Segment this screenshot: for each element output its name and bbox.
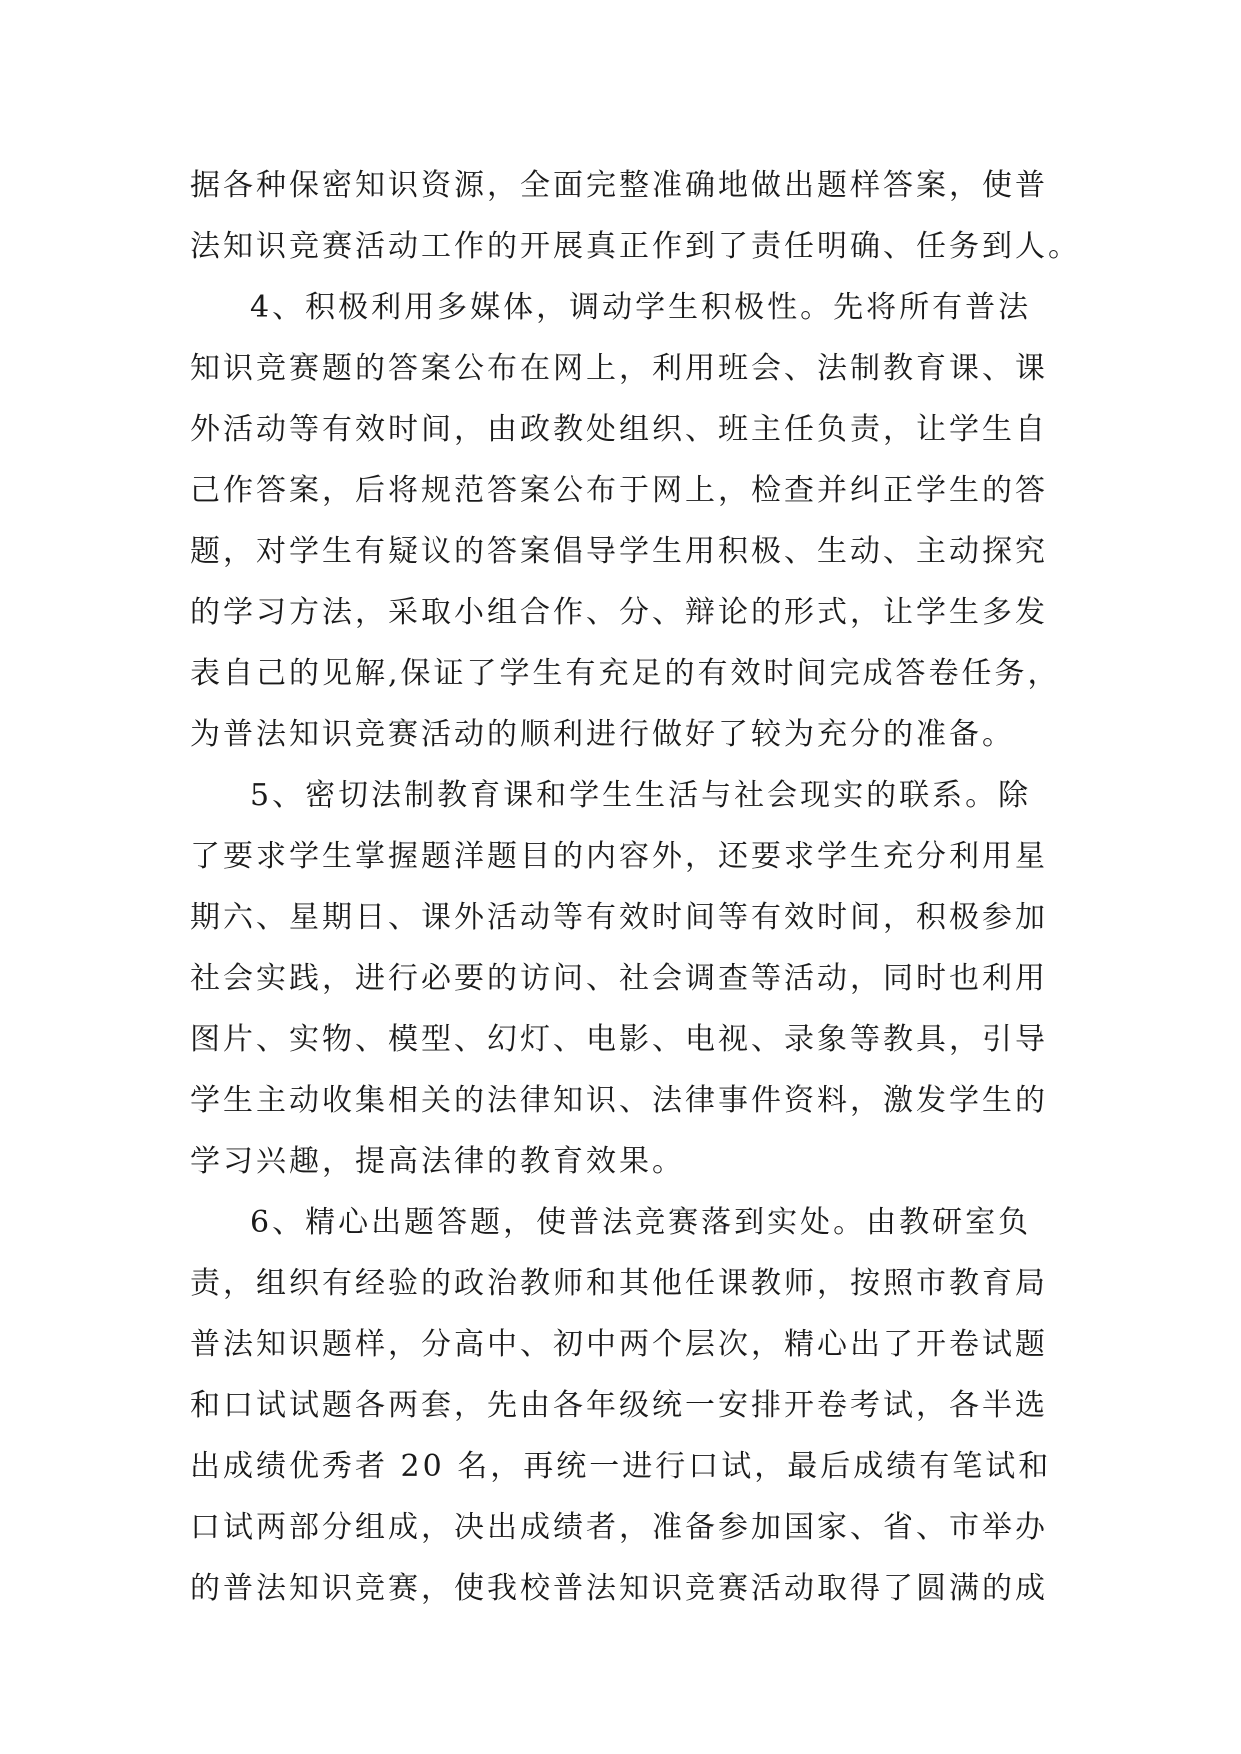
- text-line: 出成绩优秀者 20 名，再统一进行口试，最后成绩有笔试和: [190, 1449, 1052, 1484]
- text-line: 表自己的见解,保证了学生有充足的有效时间完成答卷任务，: [190, 656, 1061, 691]
- text-line: 为普法知识竞赛活动的顺利进行做好了较为充分的准备。: [190, 717, 1015, 752]
- text-line: 外活动等有效时间，由政教处组织、班主任负责，让学生自: [190, 412, 1048, 447]
- text-line: 法知识竞赛活动工作的开展真正作到了责任明确、任务到人。: [190, 229, 1081, 264]
- paragraph-first-line: 5、密切法制教育课和学生生活与社会现实的联系。除: [250, 778, 1032, 813]
- text-line: 了要求学生掌握题洋题目的内容外，还要求学生充分利用星: [190, 839, 1048, 874]
- text-line: 据各种保密知识资源，全面完整准确地做出题样答案，使普: [190, 168, 1048, 203]
- text-line: 学习兴趣，提高法律的教育效果。: [190, 1144, 685, 1179]
- text-line: 的学习方法，采取小组合作、分、辩论的形式，让学生多发: [190, 595, 1048, 630]
- text-line: 普法知识题样，分高中、初中两个层次，精心出了开卷试题: [190, 1327, 1048, 1362]
- text-line: 知识竞赛题的答案公布在网上，利用班会、法制教育课、课: [190, 351, 1048, 386]
- text-line: 题，对学生有疑议的答案倡导学生用积极、生动、主动探究: [190, 534, 1048, 569]
- body-text: [190, 155, 1081, 1619]
- paragraph-first-line: 6、精心出题答题，使普法竞赛落到实处。由教研室负: [250, 1205, 1032, 1240]
- text-line: 口试两部分组成，决出成绩者，准备参加国家、省、市举办: [190, 1510, 1048, 1545]
- text-line: 社会实践，进行必要的访问、社会调查等活动，同时也利用: [190, 961, 1048, 996]
- text-line: 图片、实物、模型、幻灯、电影、电视、录象等教具，引导: [190, 1022, 1048, 1057]
- text-line: 己作答案，后将规范答案公布于网上，检查并纠正学生的答: [190, 473, 1048, 508]
- paragraph-first-line: 4、积极利用多媒体，调动学生积极性。先将所有普法: [250, 290, 1032, 325]
- text-line: 的普法知识竞赛，使我校普法知识竞赛活动取得了圆满的成: [190, 1571, 1048, 1606]
- text-line: 和口试试题各两套，先由各年级统一安排开卷考试，各半选: [190, 1388, 1048, 1423]
- text-line: 学生主动收集相关的法律知识、法律事件资料，激发学生的: [190, 1083, 1048, 1118]
- text-line: 期六、星期日、课外活动等有效时间等有效时间，积极参加: [190, 900, 1048, 935]
- text-line: 责，组织有经验的政治教师和其他任课教师，按照市教育局: [190, 1266, 1048, 1301]
